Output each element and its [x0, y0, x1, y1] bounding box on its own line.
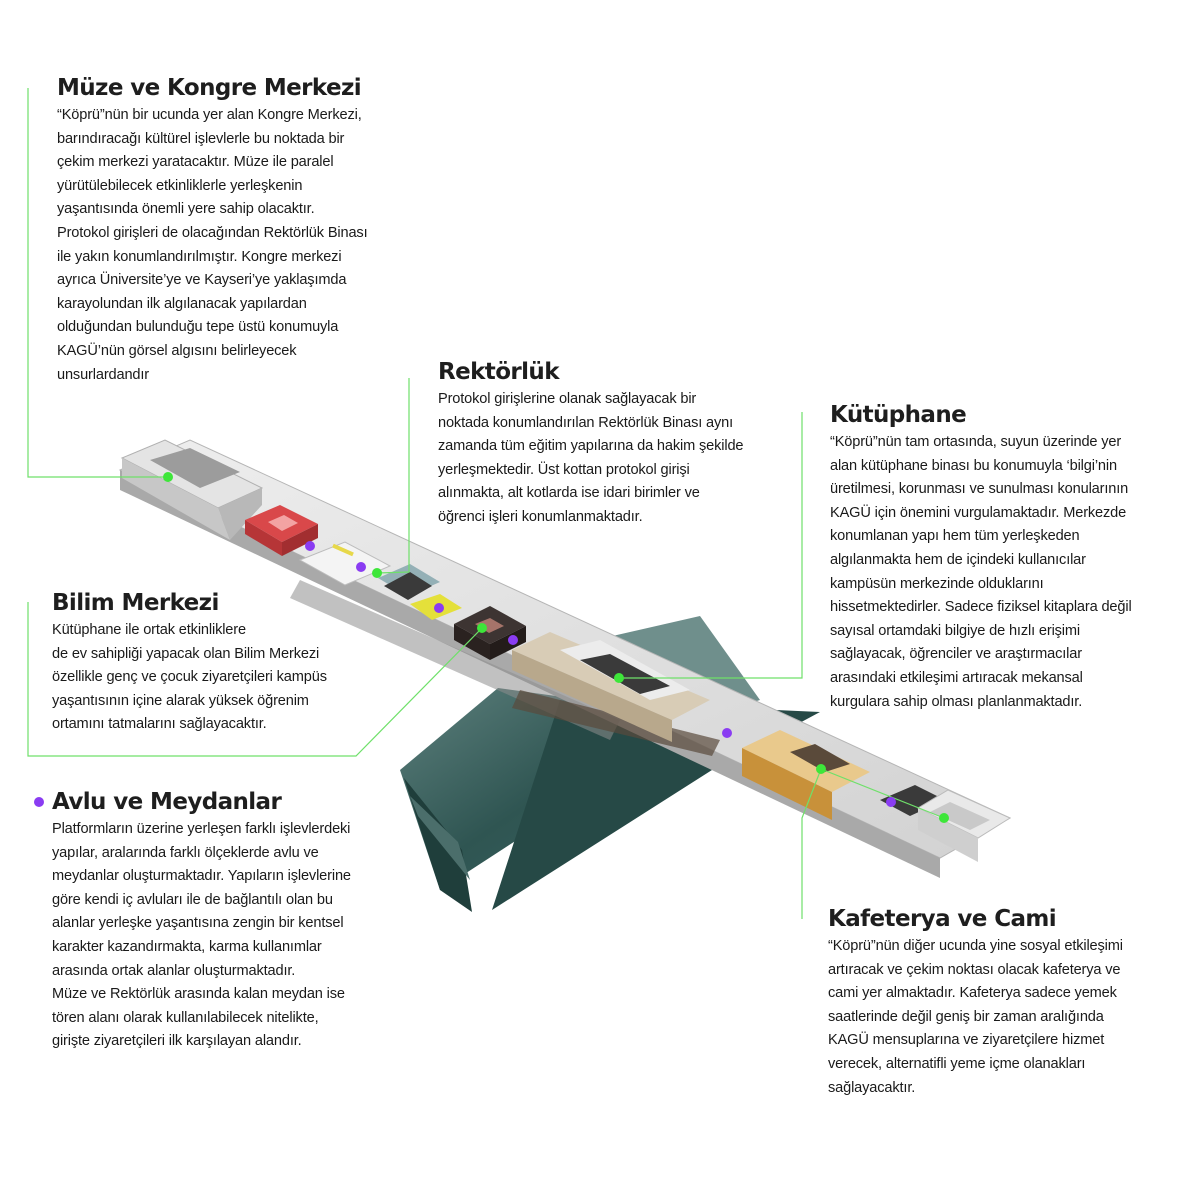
section-rektorluk: [438, 358, 798, 530]
section-muze: [57, 74, 417, 387]
marker-courtyard: [434, 603, 444, 613]
section-title: Avlu ve Meydanlar: [52, 789, 282, 815]
marker-courtyard: [722, 728, 732, 738]
section-body: “Köprü”nün tam ortasında, suyun üzerinde yer alan kütüphane binası bu konumuyla ‘bilgi’nin üretilmesi, korunması ve sunulması konularının KAGÜ için önemini vurgulamaktadır. Merkezde konumlanan yapı hem tüm yerleşkeden algılanmakta hem de içindeki kullanıcılar kampüsün merkezinde olduklarını hissetmektedirler. Sadece fiziksel kitaplara değil sayısal ortamdaki bilgiye de hızlı erişimi sağlayacak, öğrenciler ve araştırmacılar arasındaki etkileşimi artıracak mekansal kurgulara sahip olması planlanmaktadır.: [830, 434, 1132, 710]
marker-rectorate: [372, 568, 382, 578]
marker-library: [614, 673, 624, 683]
marker-mosque: [939, 813, 949, 823]
section-title: Rektörlük: [438, 359, 559, 385]
marker-science-center: [477, 623, 487, 633]
marker-courtyard: [305, 541, 315, 551]
marker-courtyard: [356, 562, 366, 572]
section-body: Platformların üzerine yerleşen farklı işlevlerdeki yapılar, aralarında farklı ölçeklerde avlu ve meydanlar oluşturmaktadır. Yapıların işlevlerine göre kendi iç avluları ile de bağlantılı olan bu alanlar yerleşke yaşantısına zengin bir kentsel karakter kazandırmakta, karma kullanımlar arasında ortak alanlar oluşturmaktadır. Müze ve Rektörlük arasında kalan meydan ise tören alanı olarak kullanılabilecek nitelikte, girişte ziyaretçileri ilk karşılayan alandır.: [52, 821, 351, 1050]
section-title: Kütüphane: [830, 402, 967, 428]
section-kutuphane: [830, 401, 1198, 714]
section-avlu: [52, 788, 412, 1054]
section-body: “Köprü”nün diğer ucunda yine sosyal etkileşimi artıracak ve çekim noktası olacak kafeterya ve cami yer almaktadır. Kafeterya sadece yemek saatlerinde değil geniş bir zaman aralığında KAGÜ mensuplarına ve ziyaretçilere hizmet verecek, alternatifli yeme içme olanakları sağlayacaktır.: [828, 938, 1123, 1096]
section-title: Müze ve Kongre Merkezi: [57, 75, 362, 101]
section-kafeterya: [828, 905, 1188, 1100]
section-body: “Köprü”nün bir ucunda yer alan Kongre Merkezi, barındıracağı kültürel işlevlerle bu noktada bir çekim merkezi yaratacaktır. Müze ile paralel yürütülebilecek etkinliklerle yerleşkenin yaşantısında önemli yere sahip olacaktır. Protokol girişleri de olacağından Rektörlük Binası ile yakın konumlandırılmıştır. Kongre merkezi ayrıca Üniversite’ye ve Kayseri’ye yaklaşımda karayolundan ilk algılanacak yapılardan olduğundan bulunduğu tepe üstü konumuyla KAGÜ’nün görsel algısını belirleyecek unsurlardandır: [57, 107, 368, 383]
marker-courtyard: [508, 635, 518, 645]
section-body: Protokol girişlerine olanak sağlayacak bir noktada konumlandırılan Rektörlük Binası aynı zamanda tüm eğitim yapılarına da hakim şekilde yerleşmektedir. Üst kottan protokol girişi alınmakta, alt kotlarda ise idari birimler ve öğrenci işleri konumlanmaktadır.: [438, 391, 744, 525]
section-body: Kütüphane ile ortak etkinliklere de ev sahipliği yapacak olan Bilim Merkezi özellikle genç ve çocuk ziyaretçileri kampüs yaşantısının içine alarak yüksek öğrenim ortamını tatmalarını sağlayacaktır.: [52, 622, 327, 733]
marker-courtyard: [886, 797, 896, 807]
section-title: Bilim Merkezi: [52, 590, 219, 616]
marker-cafeteria: [816, 764, 826, 774]
section-title: Kafeterya ve Cami: [828, 906, 1057, 932]
courtyard-legend-icon: [34, 797, 44, 807]
marker-museum: [163, 472, 173, 482]
museum-building: [122, 440, 262, 540]
section-bilim: [52, 589, 382, 737]
